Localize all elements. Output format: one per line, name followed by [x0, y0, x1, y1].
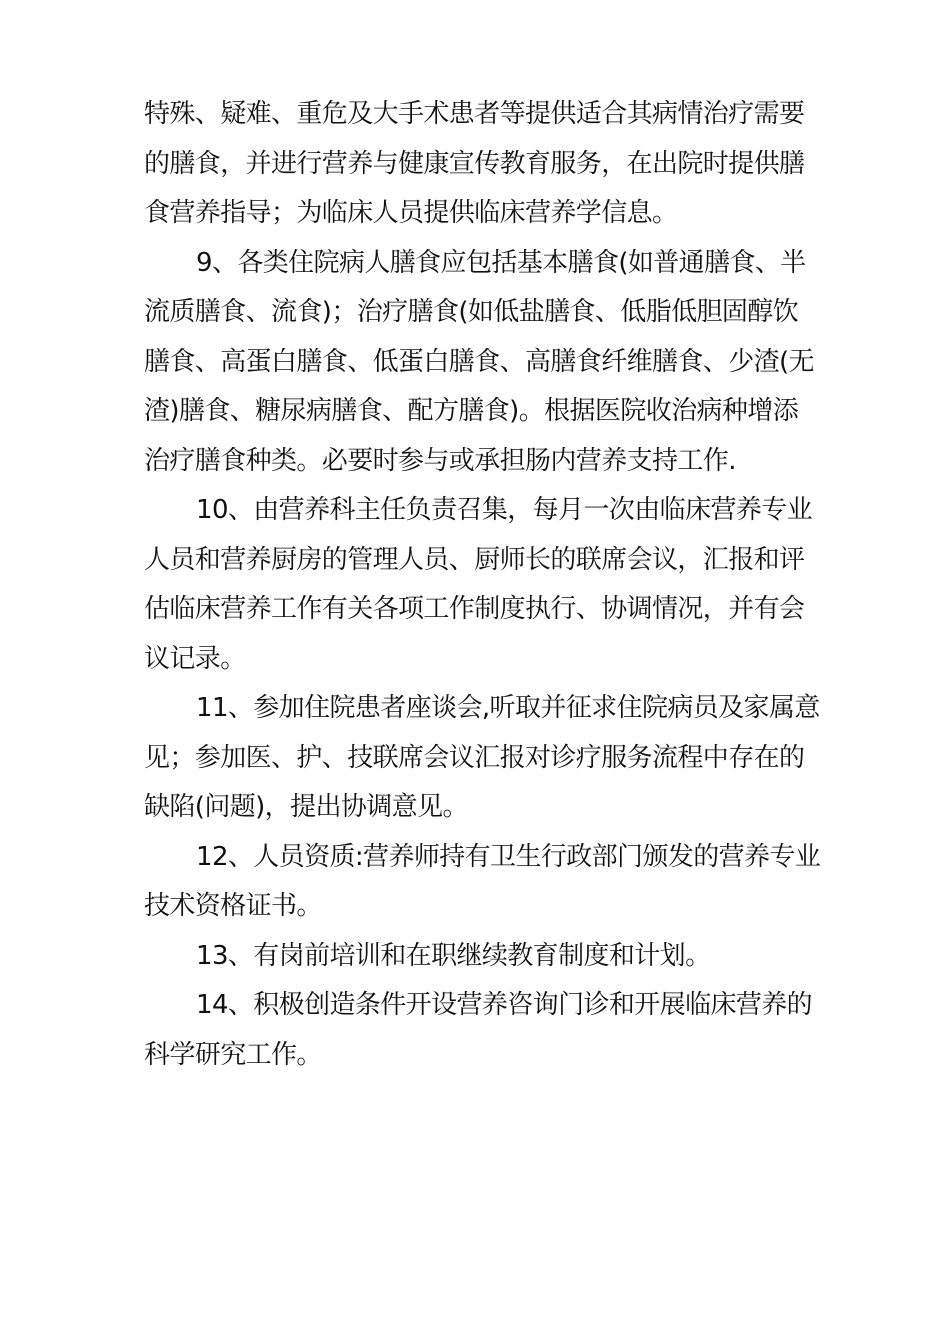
document-body — [144, 90, 821, 1080]
text-line: 的膳食，并进行营养与健康宣传教育服务，在出院时提供膳 — [144, 148, 805, 179]
text-line: 见；参加医、护、技联席会议汇报对诊疗服务流程中存在的 — [144, 742, 805, 773]
text-line: 食营养指导；为临床人员提供临床营养学信息。 — [144, 198, 678, 228]
text-line: 渣)膳食、糖尿病膳食、配方膳食)。根据医院收治病种增添 — [144, 396, 799, 426]
text-line: 特殊、疑难、重危及大手术患者等提供适合其病情治疗需要 — [144, 99, 805, 129]
paragraph-14-line: 14、积极创造条件开设营养咨询门诊和开展临床营养的 — [196, 990, 813, 1020]
text-line: 估临床营养工作有关各项工作制度执行、协调情况，并有会 — [144, 594, 805, 624]
text-line: 流质膳食、流食)；治疗膳食(如低盐膳食、低脂低胆固醇饮 — [144, 297, 799, 327]
text-line: 膳食、高蛋白膳食、低蛋白膳食、高膳食纤维膳食、少渣(无 — [144, 346, 814, 377]
text-line: 技术资格证书。 — [144, 891, 322, 921]
text-line: 治疗膳食种类。必要时参与或承担肠内营养支持工作. — [144, 445, 736, 476]
text-line: 科学研究工作。 — [144, 1039, 322, 1070]
paragraph-12-line: 12、人员资质:营养师持有卫生行政部门颁发的营养专业 — [196, 841, 821, 872]
text-line: 缺陷(问题)，提出协调意见。 — [144, 792, 468, 822]
paragraph-13-line: 13、有岗前培训和在职继续教育制度和计划。 — [196, 940, 711, 971]
paragraph-10-line: 10、由营养科主任负责召集，每月一次由临床营养专业 — [196, 495, 813, 525]
paragraph-11-line: 11、参加住院患者座谈会,听取并征求住院病员及家属意 — [196, 693, 820, 723]
text-line: 人员和营养厨房的管理人员、厨师长的联席会议，汇报和评 — [144, 544, 805, 575]
text-line: 议记录。 — [144, 643, 246, 674]
paragraph-9-line: 9、各类住院病人膳食应包括基本膳食(如普通膳食、半 — [196, 247, 806, 278]
